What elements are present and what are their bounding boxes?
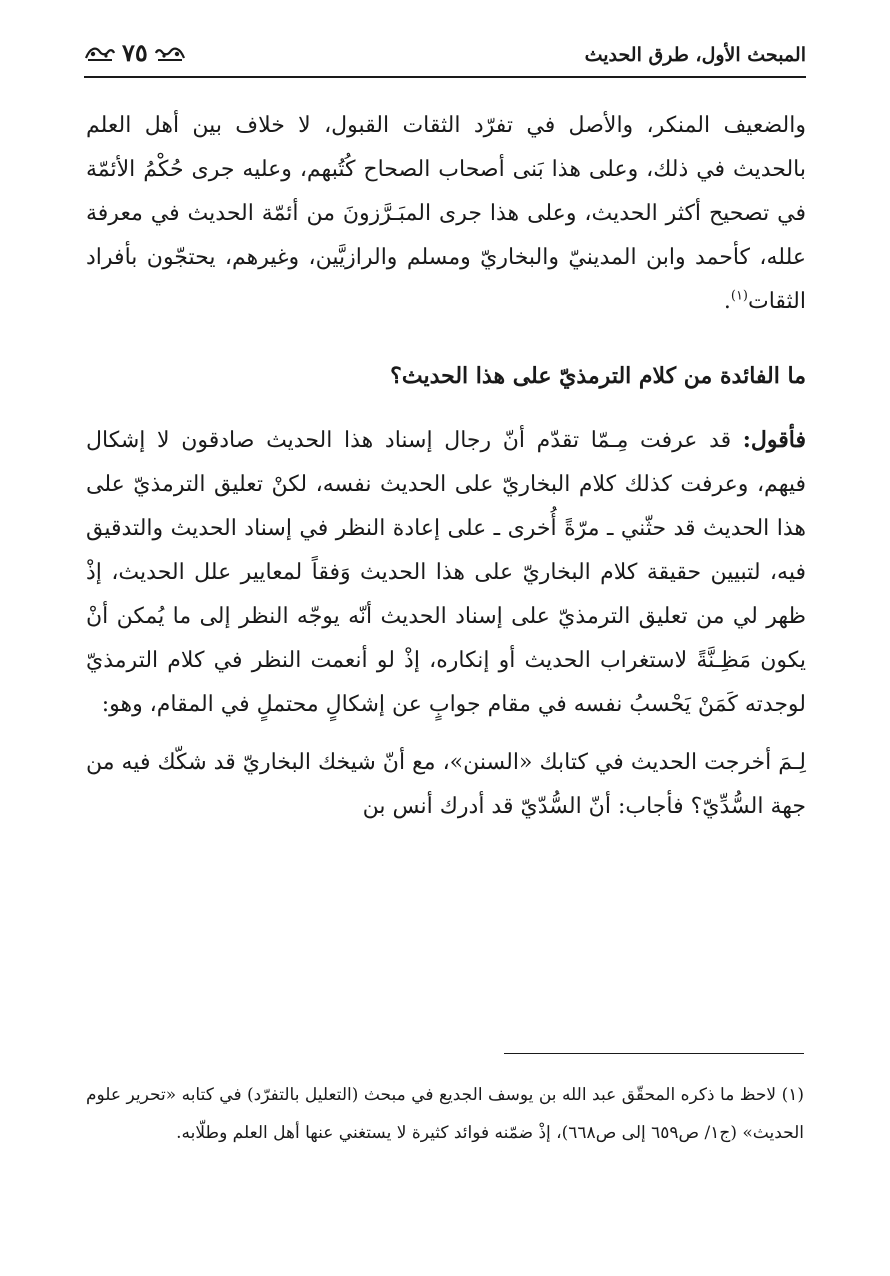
header-divider [84,76,806,78]
floral-ornament-icon [84,40,116,66]
paragraph-end: . [723,289,731,314]
running-title: المبحث الأول، طرق الحديث [584,44,806,66]
running-header [84,36,806,76]
paragraph [86,104,806,324]
footnote-marker: (١) [730,288,748,304]
paragraph-lead: فأقول: [742,427,806,453]
paragraph [86,418,806,727]
footnote-divider [504,1053,804,1054]
footnote-text: (١) لاحظ ما ذكره المحقّق عبد الله بن يوسف الجديع في مبحث (التعليل بالتفرّد) في كتابه «تحرير علوم الحديث» (ج١/ ص٦٥٩ إلى ص٦٦٨)، إذْ ضمّنه فوائد كثيرة لا يستغني عنها أهل العلم وطلّابه. [86,1085,804,1143]
main-text [86,104,806,829]
floral-ornament-icon [154,40,186,66]
paragraph: لِـمَ أخرجت الحديث في كتابك «السنن»، مع أنّ شيخك البخاريّ قد شكّك فيه من جهة السُّدِّيّ؟ فأجاب: أنّ السُّدّيّ قد أدرك أنس بن [86,750,806,819]
page-number: ٧٥ [122,38,148,67]
page-number-block [84,36,186,70]
paragraph-text: والضعيف المنكر، والأصل في تفرّد الثقات القبول، لا خلاف بين أهل العلم بالحديث في ذلك، وعلى هذا بَنى أصحاب الصحاح كُتُبهم، وعليه جرى حُكْمُ الأئمّة في تصحيح أكثر الحديث، وعلى هذا جرى المبَـرَّزونَ من أئمّة الحديث في معرفة علله، كأحمد وابن المدينيّ والبخاريّ ومسلم والرازيَّين، وغيرهم، يحتجّون بأفراد الثقات [86,113,806,314]
paragraph-text: قد عرفت مِـمّا تقدّم أنّ رجال إسناد هذا الحديث صادقون لا إشكال فيهم، وعرفت كذلك كلام البخاريّ على الحديث نفسه، لكنْ تعليق الترمذيّ على هذا الحديث قد حثّني ـ مرّةً أُخرى ـ على إعادة النظر في إسناد الحديث والتدقيق فيه، لتبيين حقيقة كلام البخاريّ على هذا الحديث وَفقاً لمعايير علل الحديث، إذْ ظهر لي من تعليق الترمذيّ على إسناد الحديث أنّه يوجّه النظر إلى ما يُمكن أنْ يكون مَظِـنَّةً لاستغراب الحديث أو إنكاره، إذْ لو أنعمت النظر في كلام الترمذيّ لوجدته كَمَنْ يَحْسبُ نفسه في مقام جوابٍ عن إشكالٍ محتملٍ في المقام، وهو: [86,428,806,717]
footnote [86,1076,804,1152]
section-heading: ما الفائدة من كلام الترمذيّ على هذا الحديث؟ [390,363,806,389]
